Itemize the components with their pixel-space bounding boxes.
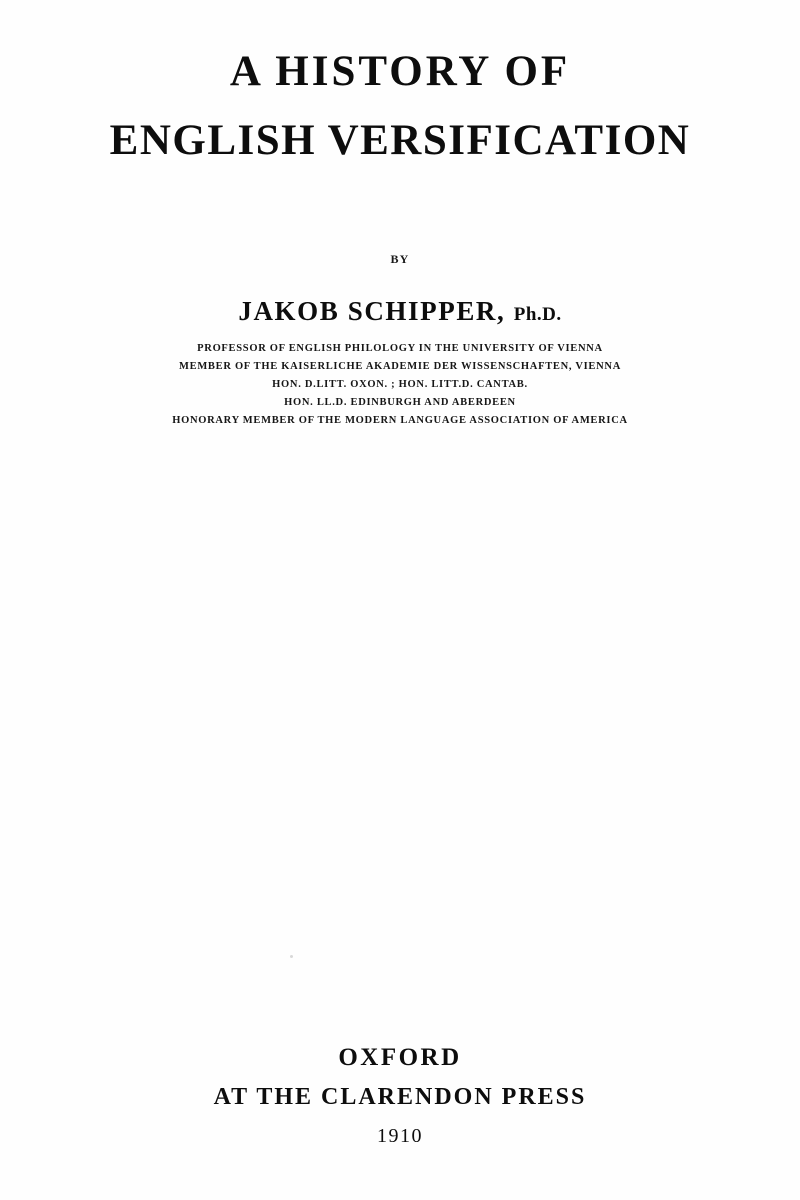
by-label: BY	[390, 252, 410, 266]
author-name: JAKOB SCHIPPER,	[238, 296, 506, 326]
author-credentials	[0, 340, 800, 430]
title-line-2: ENGLISH VERSIFICATION	[109, 117, 691, 165]
book-title	[0, 44, 800, 168]
page-speck	[290, 955, 293, 958]
author-name-block	[0, 296, 800, 327]
imprint-press: AT THE CLARENDON PRESS	[213, 1084, 587, 1110]
author-degree: Ph.D.	[513, 304, 562, 325]
imprint-city: OXFORD	[338, 1044, 462, 1071]
credential-line: HON. D.LITT. OXON. ; HON. LITT.D. CANTAB.	[272, 379, 528, 391]
credential-line: PROFESSOR OF ENGLISH PHILOLOGY IN THE UNIVERSITY OF VIENNA	[197, 343, 603, 354]
credential-line: MEMBER OF THE KAISERLICHE AKADEMIE DER WISSENSCHAFTEN, VIENNA	[179, 361, 621, 373]
credential-line: HON. LL.D. EDINBURGH AND ABERDEEN	[284, 397, 516, 409]
publisher-imprint	[0, 1044, 800, 1148]
imprint-year: 1910	[377, 1125, 423, 1147]
title-line-1: A HISTORY OF	[229, 48, 571, 95]
credential-line: HONORARY MEMBER OF THE MODERN LANGUAGE ASSOCIATION OF AMERICA	[172, 415, 628, 427]
